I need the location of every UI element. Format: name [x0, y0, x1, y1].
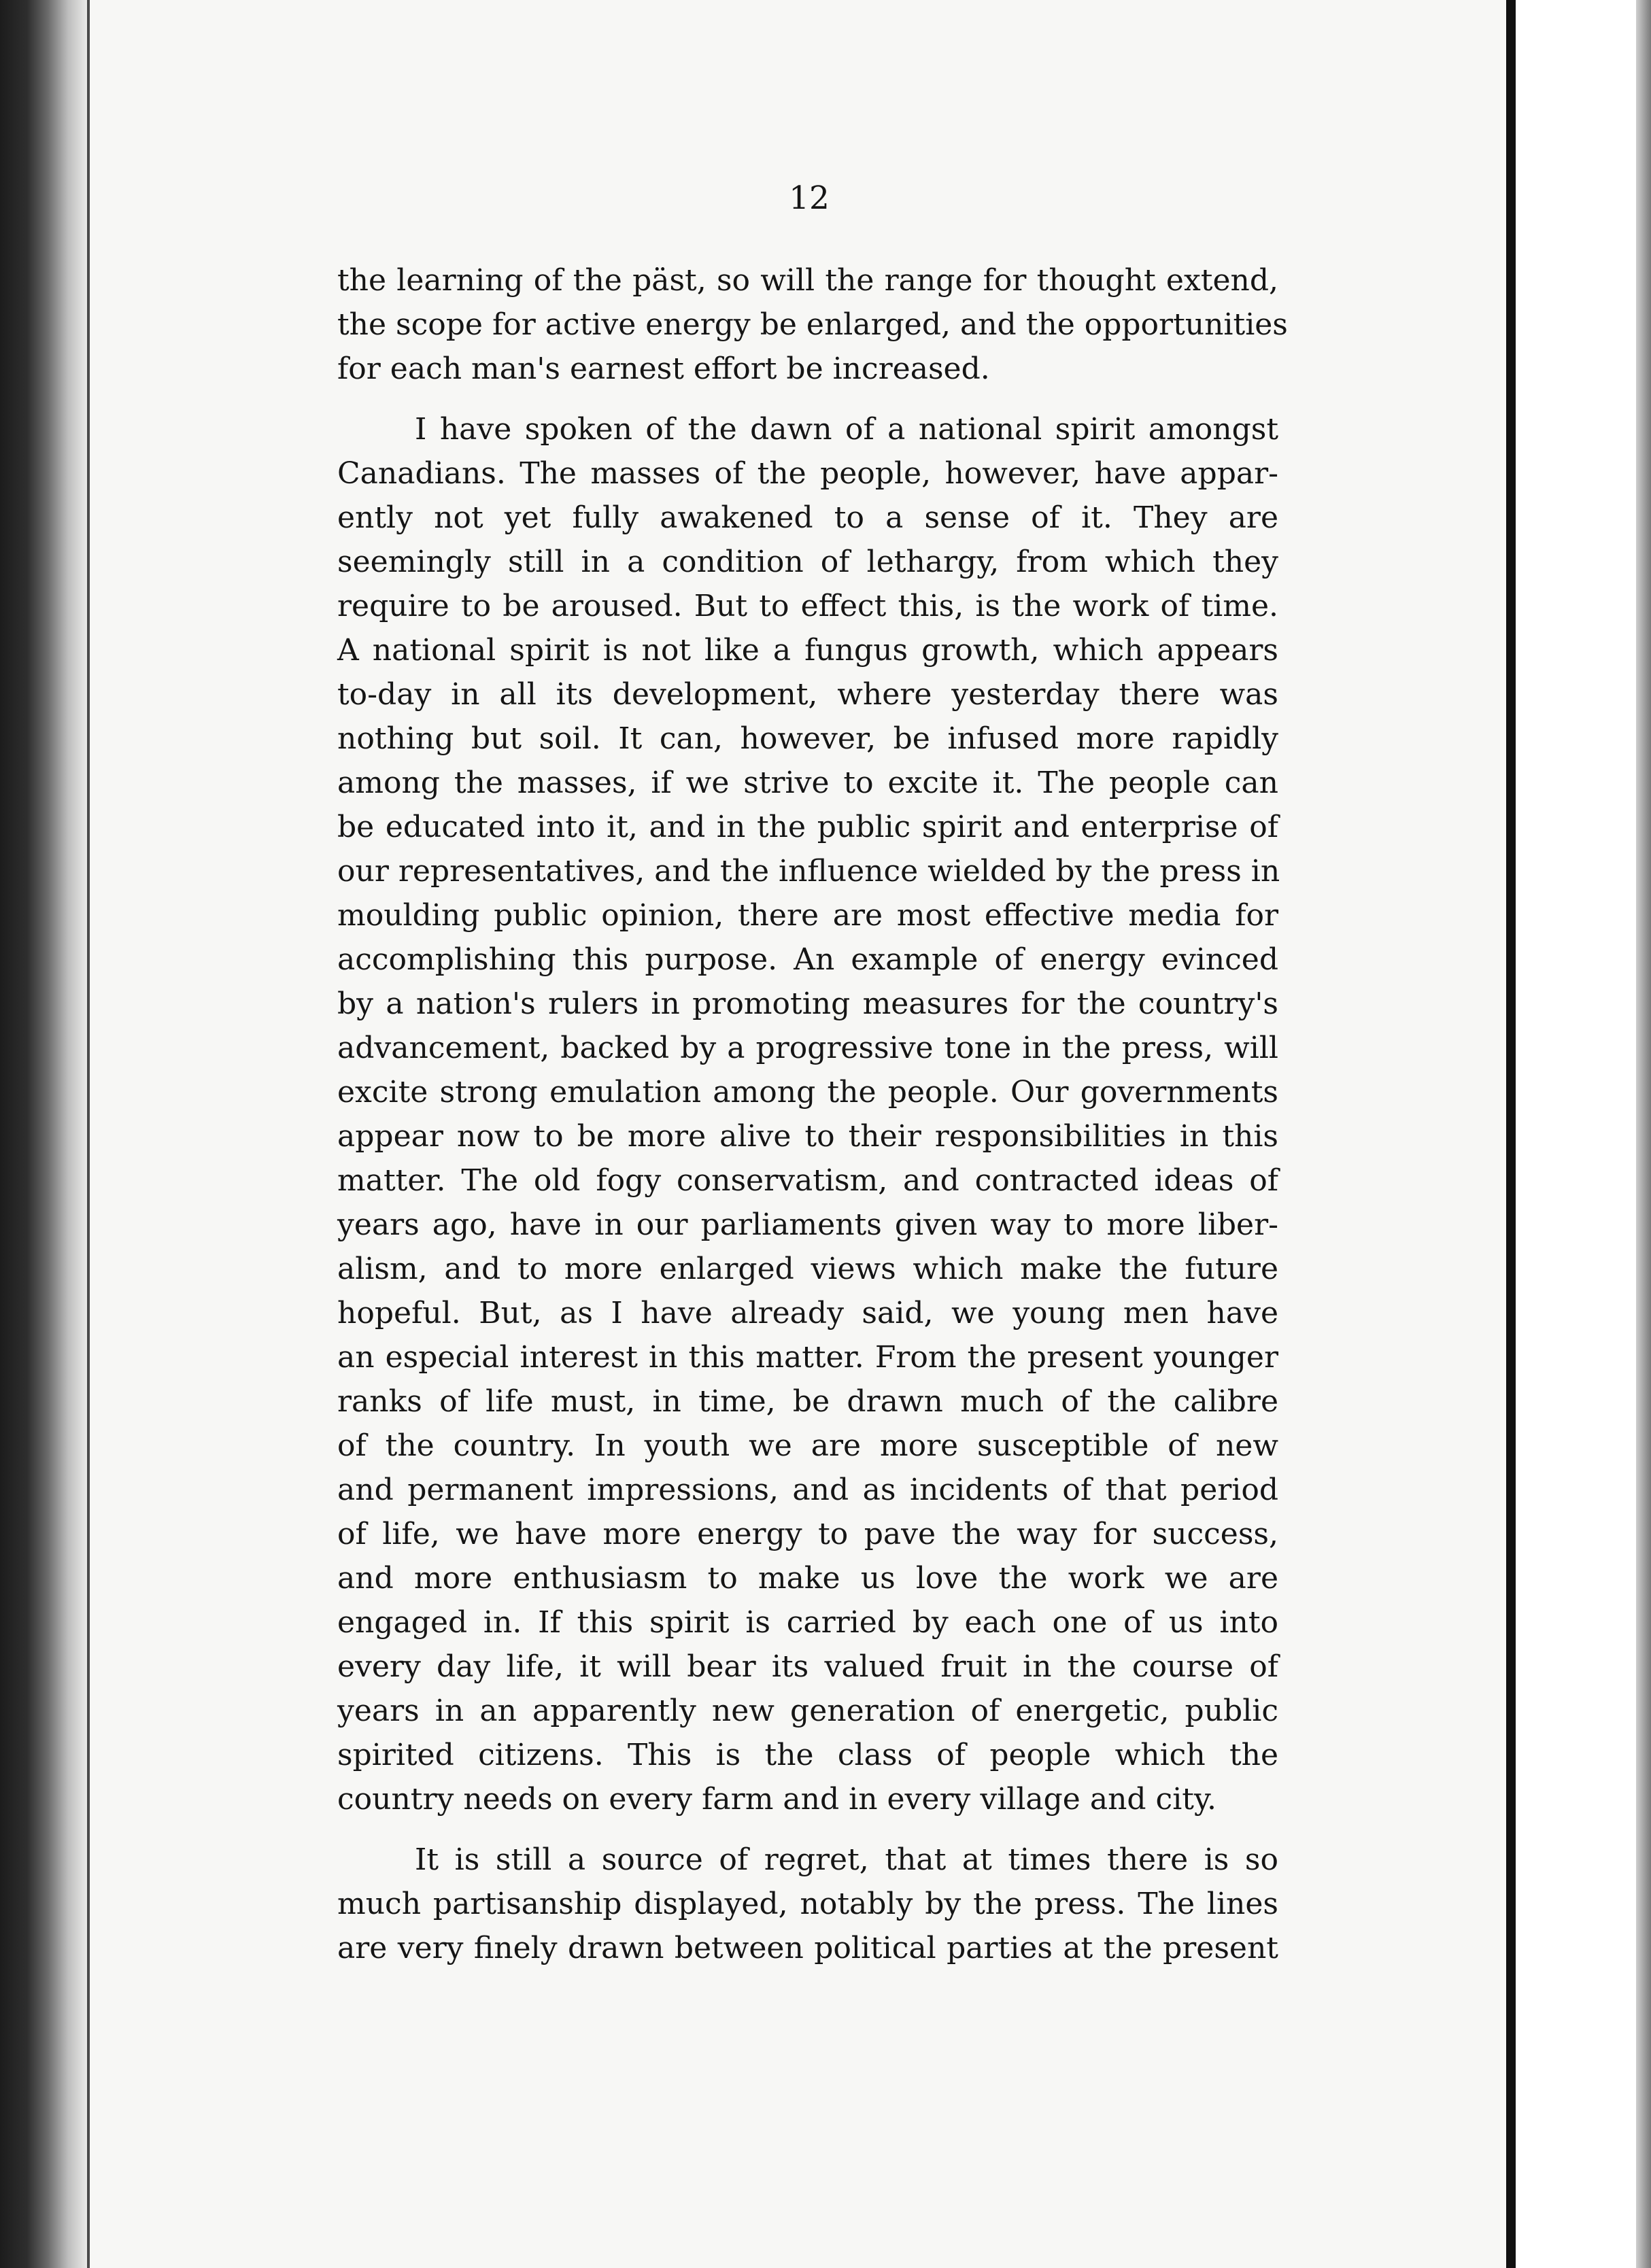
paragraph: [337, 407, 1278, 1821]
text-line: seemingly still in a condition of lethargy, from which they: [337, 545, 1278, 579]
text-line: years in an apparently new generation of energetic, public: [337, 1694, 1278, 1728]
text-line: an especial interest in this matter. From the present younger: [337, 1340, 1278, 1375]
text-line: to-day in all its development, where yesterday there was: [337, 677, 1278, 712]
text-line: moulding public opinion, there are most effective media for: [337, 898, 1278, 933]
text-line: nothing but soil. It can, however, be infused more rapidly: [337, 721, 1278, 756]
text-line: of life, we have more energy to pave the way for success,: [337, 1517, 1278, 1551]
text-line: accomplishing this purpose. An example of energy evinced: [337, 942, 1278, 977]
text-line: years ago, have in our parliaments given way to more liber-: [337, 1207, 1278, 1242]
text-line: A national spirit is not like a fungus growth, which appears: [337, 633, 1278, 668]
text-line: advancement, backed by a progressive tone in the press, will: [337, 1031, 1278, 1065]
text-line: of the country. In youth we are more susceptible of new: [337, 1428, 1278, 1463]
text-line: spirited citizens. This is the class of people which the: [337, 1738, 1278, 1772]
text-line: It is still a source of regret, that at times there is so: [415, 1842, 1278, 1877]
text-line: are very finely drawn between political parties at the present: [337, 1931, 1278, 1965]
text-line: for each man's earnest effort be increased.: [337, 351, 990, 386]
text-line: our representatives, and the influence wielded by the press in: [337, 854, 1280, 889]
text-line: country needs on every farm and in every village and city.: [337, 1782, 1216, 1817]
text-line: Canadians. The masses of the people, however, have appar-: [337, 456, 1278, 491]
text-line: the learning of the päst, so will the range for thought extend,: [337, 263, 1278, 298]
text-line: and more enthusiasm to make us love the work we are: [337, 1561, 1278, 1596]
text-line: matter. The old fogy conservatism, and contracted ideas of: [337, 1163, 1278, 1198]
paragraph: [337, 258, 1288, 391]
body-text: [337, 258, 1288, 1970]
text-line: ranks of life must, in time, be drawn much of the calibre: [337, 1384, 1278, 1419]
paragraph: [337, 1838, 1278, 1970]
scan-edge-far-right: [1636, 0, 1651, 2268]
text-line: excite strong emulation among the people. Our governments: [337, 1075, 1278, 1110]
text-line: be educated into it, and in the public spirit and enterprise of: [337, 810, 1278, 844]
margin-right: [1506, 0, 1651, 2268]
text-line: every day life, it will bear its valued fruit in the course of: [337, 1649, 1278, 1684]
text-line: engaged in. If this spirit is carried by each one of us into: [337, 1605, 1278, 1640]
binding-edge-line: [87, 0, 90, 2268]
text-line: and permanent impressions, and as incidents of that period: [337, 1473, 1278, 1507]
text-line: appear now to be more alive to their responsibilities in this: [337, 1119, 1278, 1154]
text-line: ently not yet fully awakened to a sense of it. They are: [337, 500, 1278, 535]
page-edge-right: [1506, 0, 1516, 2268]
text-line: the scope for active energy be enlarged, and the opportunities: [337, 307, 1288, 342]
text-line: much partisanship displayed, notably by the press. The lines: [337, 1887, 1278, 1921]
binding-shadow-left: [0, 0, 88, 2268]
page-number: 12: [789, 179, 830, 217]
text-line: I have spoken of the dawn of a national spirit amongst: [415, 412, 1278, 447]
text-line: hopeful. But, as I have already said, we young men have: [337, 1296, 1278, 1330]
text-line: by a nation's rulers in promoting measures for the country's: [337, 986, 1278, 1021]
text-line: among the masses, if we strive to excite it. The people can: [337, 766, 1278, 800]
text-line: alism, and to more enlarged views which make the future: [337, 1252, 1278, 1286]
text-line: require to be aroused. But to effect this, is the work of time.: [337, 589, 1278, 623]
